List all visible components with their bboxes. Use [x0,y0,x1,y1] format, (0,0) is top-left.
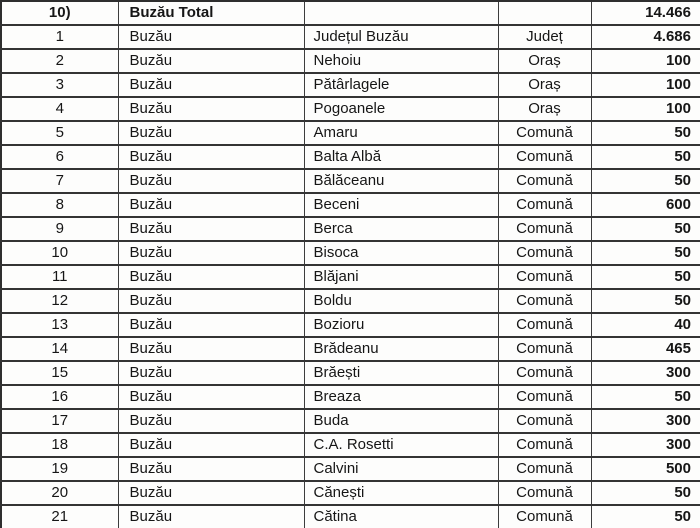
table-row [1,433,700,457]
cell-locality: Bălăceanu [304,169,498,193]
cell-type: Oraș [498,49,591,73]
cell-type: Oraș [498,73,591,97]
cell-county: Buzău [118,121,304,145]
cell-locality: Berca [304,217,498,241]
cell-value: 50 [591,481,700,505]
table-row [1,457,700,481]
cell-type: Comună [498,265,591,289]
cell-index: 16 [1,385,118,409]
cell-county: Buzău [118,337,304,361]
cell-value: 600 [591,193,700,217]
cell-value: 50 [591,145,700,169]
table-row [1,25,700,49]
cell-value: 50 [591,121,700,145]
cell-index: 18 [1,433,118,457]
cell-type: Comună [498,481,591,505]
cell-type: Comună [498,289,591,313]
cell-index: 1 [1,25,118,49]
cell-county: Buzău [118,97,304,121]
table-row [1,505,700,528]
cell-value: 50 [591,241,700,265]
cell-value: 50 [591,217,700,241]
cell-index: 5 [1,121,118,145]
cell-value: 500 [591,457,700,481]
table-row [1,73,700,97]
cell-locality: Cătina [304,505,498,528]
cell-value: 40 [591,313,700,337]
cell-value: 14.466 [591,1,700,25]
cell-county: Buzău [118,409,304,433]
table-row [1,409,700,433]
cell-value: 50 [591,265,700,289]
cell-index: 11 [1,265,118,289]
cell-type [498,1,591,25]
cell-county: Buzău [118,481,304,505]
cell-type: Comună [498,337,591,361]
cell-locality [304,1,498,25]
cell-county: Buzău [118,145,304,169]
cell-index: 21 [1,505,118,528]
cell-locality: Buda [304,409,498,433]
cell-value: 50 [591,385,700,409]
cell-county: Buzău [118,313,304,337]
table-row [1,241,700,265]
cell-county: Buzău [118,217,304,241]
cell-value: 300 [591,361,700,385]
cell-value: 4.686 [591,25,700,49]
cell-locality: Cănești [304,481,498,505]
cell-value: 100 [591,97,700,121]
cell-index: 3 [1,73,118,97]
cell-value: 50 [591,169,700,193]
cell-value: 50 [591,505,700,528]
cell-locality: Pătârlagele [304,73,498,97]
cell-locality: Calvini [304,457,498,481]
cell-index: 10) [1,1,118,25]
cell-type: Comună [498,193,591,217]
table-row [1,217,700,241]
table-row [1,49,700,73]
cell-locality: Pogoanele [304,97,498,121]
cell-county: Buzău [118,505,304,528]
cell-type: Comună [498,217,591,241]
cell-type: Oraș [498,97,591,121]
cell-locality: Beceni [304,193,498,217]
table-body [1,1,700,528]
table-row [1,145,700,169]
cell-county: Buzău [118,193,304,217]
cell-index: 7 [1,169,118,193]
cell-county: Buzău [118,433,304,457]
cell-type: Comună [498,433,591,457]
cell-type: Județ [498,25,591,49]
cell-index: 2 [1,49,118,73]
cell-locality: Breaza [304,385,498,409]
cell-county: Buzău [118,241,304,265]
table-row [1,121,700,145]
table-row [1,361,700,385]
cell-index: 14 [1,337,118,361]
table-row [1,97,700,121]
cell-locality: Boldu [304,289,498,313]
cell-type: Comună [498,505,591,528]
cell-locality: Bozioru [304,313,498,337]
cell-index: 8 [1,193,118,217]
cell-index: 12 [1,289,118,313]
table-row [1,337,700,361]
cell-index: 20 [1,481,118,505]
cell-value: 465 [591,337,700,361]
table-row [1,265,700,289]
total-row [1,1,700,25]
cell-type: Comună [498,169,591,193]
cell-type: Comună [498,409,591,433]
table-row [1,169,700,193]
table-row [1,193,700,217]
cell-index: 10 [1,241,118,265]
cell-index: 15 [1,361,118,385]
cell-index: 13 [1,313,118,337]
table-row [1,481,700,505]
cell-locality: Brăești [304,361,498,385]
cell-county: Buzău [118,289,304,313]
cell-type: Comună [498,361,591,385]
cell-value: 100 [591,49,700,73]
cell-index: 19 [1,457,118,481]
cell-county: Buzău [118,361,304,385]
cell-index: 17 [1,409,118,433]
cell-locality: C.A. Rosetti [304,433,498,457]
cell-locality: Amaru [304,121,498,145]
table-row [1,289,700,313]
cell-locality: Județul Buzău [304,25,498,49]
cell-locality: Balta Albă [304,145,498,169]
cell-value: 300 [591,409,700,433]
cell-type: Comună [498,145,591,169]
cell-locality: Nehoiu [304,49,498,73]
table-row [1,385,700,409]
cell-type: Comună [498,313,591,337]
table-row [1,313,700,337]
cell-locality: Bisoca [304,241,498,265]
cell-index: 4 [1,97,118,121]
cell-index: 9 [1,217,118,241]
cell-value: 100 [591,73,700,97]
cell-type: Comună [498,385,591,409]
cell-county: Buzău Total [118,1,304,25]
cell-county: Buzău [118,169,304,193]
cell-index: 6 [1,145,118,169]
cell-value: 300 [591,433,700,457]
cell-value: 50 [591,289,700,313]
cell-county: Buzău [118,73,304,97]
cell-type: Comună [498,241,591,265]
cell-county: Buzău [118,265,304,289]
cell-locality: Brădeanu [304,337,498,361]
cell-county: Buzău [118,385,304,409]
cell-county: Buzău [118,457,304,481]
cell-type: Comună [498,457,591,481]
cell-county: Buzău [118,25,304,49]
cell-locality: Blăjani [304,265,498,289]
cell-type: Comună [498,121,591,145]
cell-county: Buzău [118,49,304,73]
